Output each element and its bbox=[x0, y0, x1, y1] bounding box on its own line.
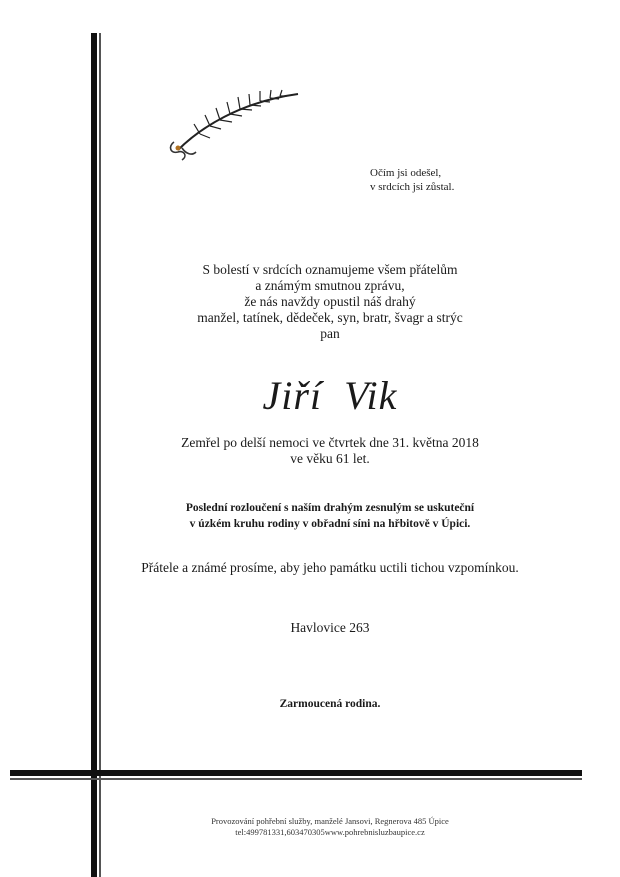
intro-line: manžel, tatínek, dědeček, syn, bratr, švagr a strýc bbox=[197, 310, 463, 325]
intro-line: a známým smutnou zprávu, bbox=[255, 278, 405, 293]
family-signature: Zarmoucená rodina. bbox=[279, 698, 381, 710]
funeral-service-footer bbox=[200, 816, 460, 838]
mourning-vertical-bar bbox=[91, 33, 97, 877]
death-info bbox=[150, 435, 510, 467]
mourning-horizontal-bar-thin bbox=[10, 778, 582, 780]
motto bbox=[370, 166, 490, 194]
deceased-name: Jiří Vik bbox=[262, 373, 398, 418]
palm-branch-icon bbox=[160, 88, 302, 166]
motto-line: Očím jsi odešel, bbox=[370, 167, 442, 179]
mourning-vertical-bar-thin bbox=[99, 33, 101, 877]
intro-line: S bolestí v srdcích oznamujeme všem přátelům bbox=[202, 262, 458, 277]
announcement-intro bbox=[170, 262, 490, 342]
motto-line: v srdcích jsi zůstal. bbox=[370, 181, 455, 193]
intro-line: pan bbox=[320, 326, 340, 341]
remembrance-request: Přátele a známé prosíme, aby jeho památku uctili tichou vzpomínkou. bbox=[141, 560, 519, 575]
footer-line: tel:499781331,603470305www.pohrebnisluzbaupice.cz bbox=[235, 827, 425, 837]
footer-line: Provozování pohřební služby, manželé Jansovi, Regnerova 485 Úpice bbox=[211, 816, 449, 826]
farewell-line: v úzkém kruhu rodiny v obřadní síni na hřbitově v Úpici. bbox=[189, 518, 471, 530]
farewell-info bbox=[150, 500, 510, 532]
intro-line: že nás navždy opustil náš drahý bbox=[244, 294, 416, 309]
death-line: Zemřel po delší nemoci ve čtvrtek dne 31. května 2018 bbox=[181, 435, 479, 450]
address: Havlovice 263 bbox=[290, 620, 370, 635]
farewell-line: Poslední rozloučení s naším drahým zesnulým se uskuteční bbox=[185, 502, 475, 514]
mourning-horizontal-bar bbox=[10, 770, 582, 776]
death-line: ve věku 61 let. bbox=[290, 451, 370, 466]
